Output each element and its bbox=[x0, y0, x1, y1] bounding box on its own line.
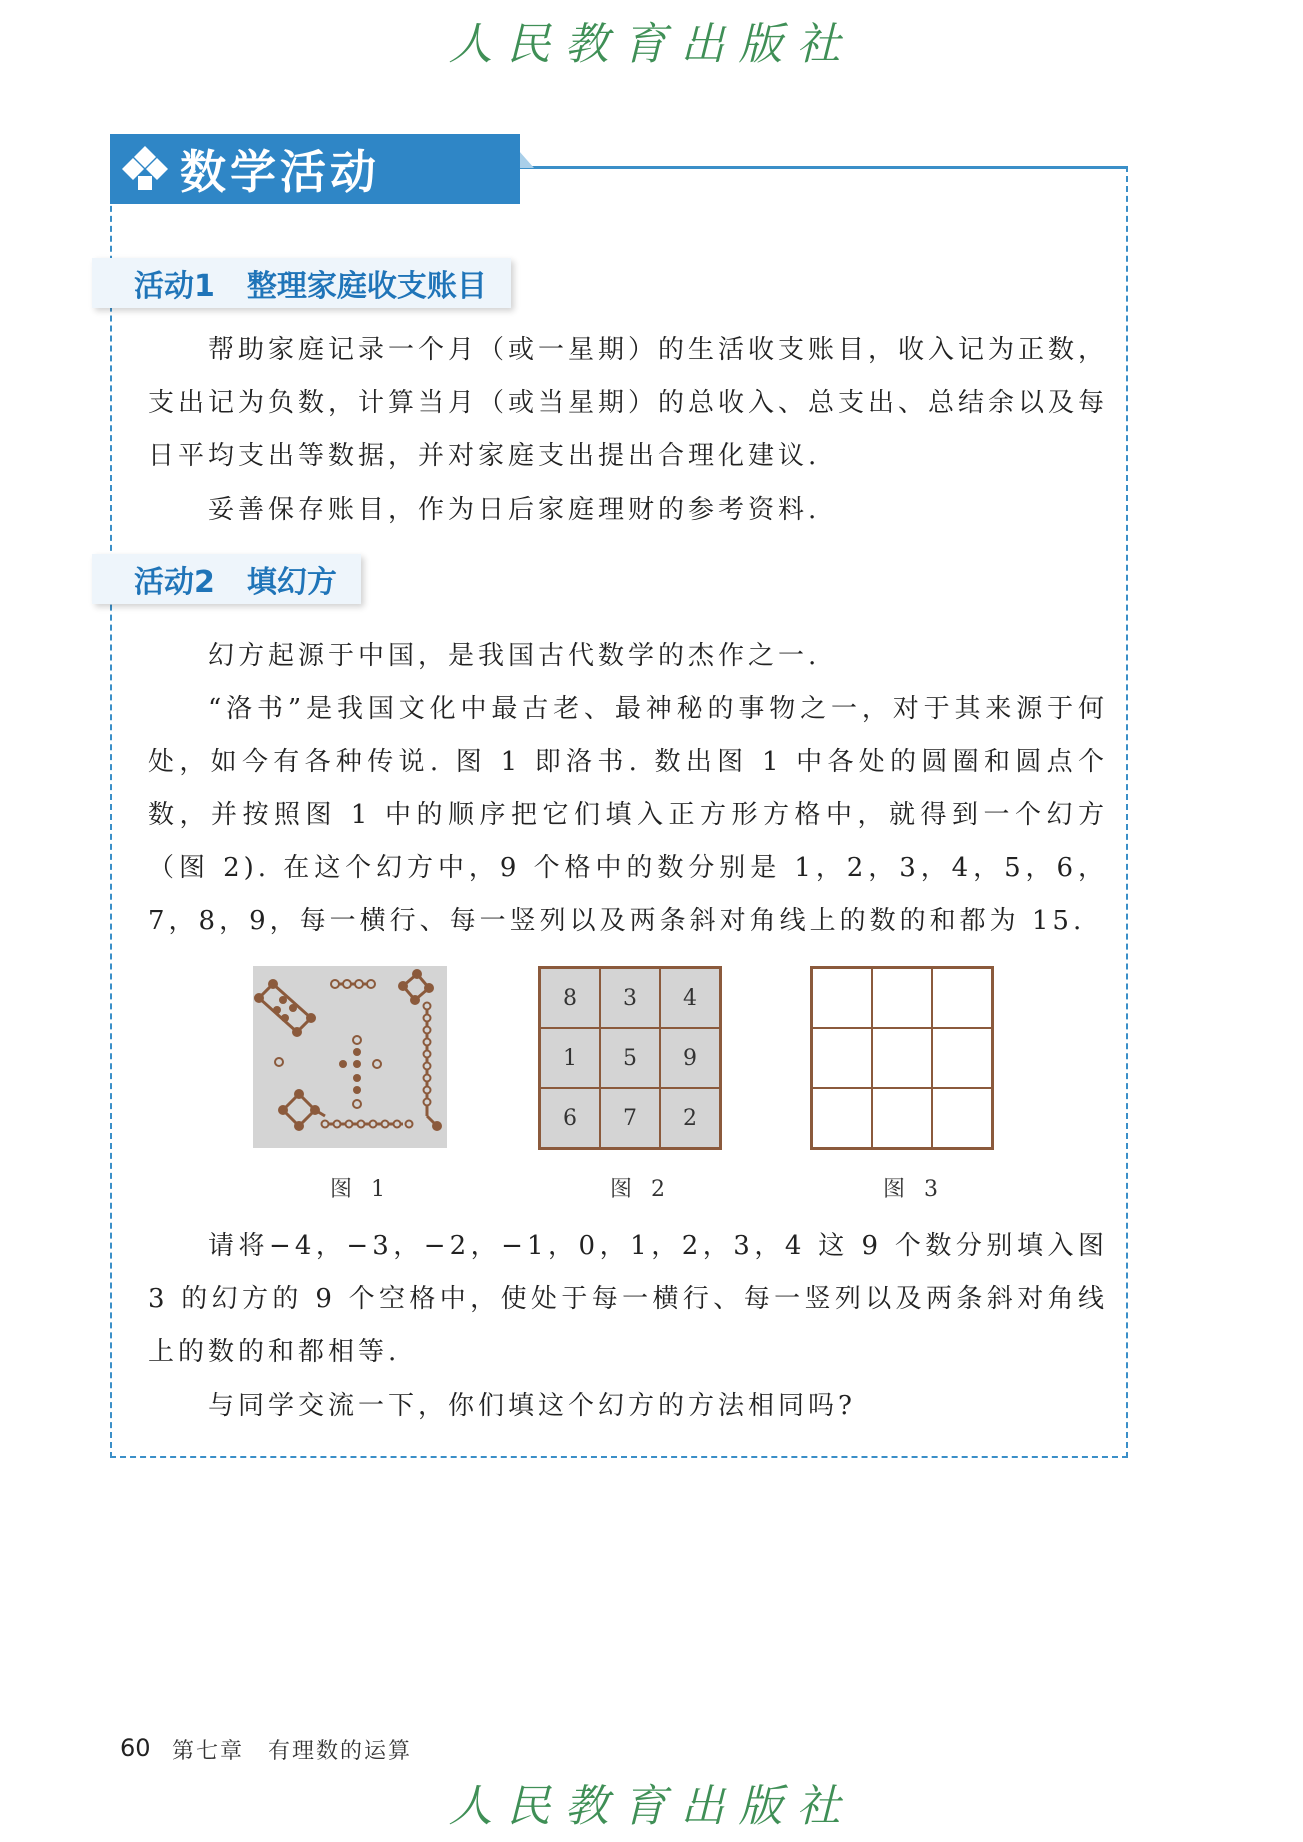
activity2-paragraph-4: 与同学交流一下，你们填这个幻方的方法相同吗? bbox=[208, 1391, 856, 1421]
activity2-paragraph-1: 幻方起源于中国，是我国古代数学的杰作之一. bbox=[208, 641, 821, 671]
magic-square-cell: 7 bbox=[600, 1088, 660, 1148]
chapter-title: 第七章 有理数的运算 bbox=[172, 1739, 413, 1764]
page-number: 60 bbox=[120, 1734, 151, 1762]
empty-cell bbox=[932, 1028, 992, 1088]
empty-cell bbox=[812, 1088, 872, 1148]
publisher-logo-top: 人民教育出版社 bbox=[448, 19, 855, 70]
activity2-paragraph-3: 请将−4，−3，−2，−1，0，1，2，3，4 这 9 个数分别填入图 3 的幻方的 9 个空格中，使处于每一横行、每一竖列以及两条斜对角线上的数的和都相等. bbox=[148, 1231, 1108, 1367]
publisher-logo-bottom: 人民教育出版社 bbox=[448, 1781, 855, 1832]
figure1-caption: 图 1 bbox=[330, 1177, 391, 1202]
activity1-title: 整理家庭收支账目 bbox=[246, 269, 487, 304]
magic-square-cell: 3 bbox=[600, 968, 660, 1028]
activity2-paragraph-2: “洛书”是我国文化中最古老、最神秘的事物之一，对于其来源于何处，如今有各种传说. 图 1 即洛书. 数出图 1 中各处的圆圈和圆点个数，并按照图 1 中的顺序把它们填入正方形方格中，就得到一个幻方（图 2). 在这个幻方中，9 个格中的数分别是 1，2，3，4，5，6，7，8，9，每一横行、每一竖列以及两条斜对角线上的数的和都为 15. bbox=[148, 694, 1108, 936]
empty-cell bbox=[932, 968, 992, 1028]
empty-cell bbox=[812, 968, 872, 1028]
empty-cell bbox=[872, 1028, 932, 1088]
magic-square-cell: 4 bbox=[660, 968, 720, 1028]
luoshu-diagram bbox=[253, 966, 447, 1148]
empty-cell bbox=[812, 1028, 872, 1088]
magic-square-empty bbox=[810, 966, 994, 1150]
activity1-number: 活动1 bbox=[134, 269, 215, 304]
activity1-heading bbox=[92, 258, 511, 308]
empty-cell bbox=[872, 1088, 932, 1148]
figure3-caption: 图 3 bbox=[883, 1177, 944, 1202]
section-title: 数学活动 bbox=[180, 145, 380, 199]
section-banner bbox=[110, 134, 520, 204]
magic-square-cell: 5 bbox=[600, 1028, 660, 1088]
activity2-heading bbox=[92, 554, 361, 604]
magic-square-cell: 6 bbox=[540, 1088, 600, 1148]
magic-square-cell: 9 bbox=[660, 1028, 720, 1088]
magic-square-cell: 8 bbox=[540, 968, 600, 1028]
empty-cell bbox=[932, 1088, 992, 1148]
magic-square-filled bbox=[538, 966, 722, 1150]
activity2-number: 活动2 bbox=[134, 565, 215, 600]
figure2-caption: 图 2 bbox=[610, 1177, 671, 1202]
activity1-paragraph-1: 帮助家庭记录一个月（或一星期）的生活收支账目，收入记为正数，支出记为负数，计算当月（或当星期）的总收入、总支出、总结余以及每日平均支出等数据，并对家庭支出提出合理化建议. bbox=[148, 335, 1109, 471]
activity1-paragraph-2: 妥善保存账目，作为日后家庭理财的参考资料. bbox=[208, 495, 821, 525]
magic-square-cell: 1 bbox=[540, 1028, 600, 1088]
diamond-icon bbox=[110, 134, 180, 204]
empty-cell bbox=[872, 968, 932, 1028]
activity2-title: 填幻方 bbox=[246, 565, 337, 600]
magic-square-cell: 2 bbox=[660, 1088, 720, 1148]
